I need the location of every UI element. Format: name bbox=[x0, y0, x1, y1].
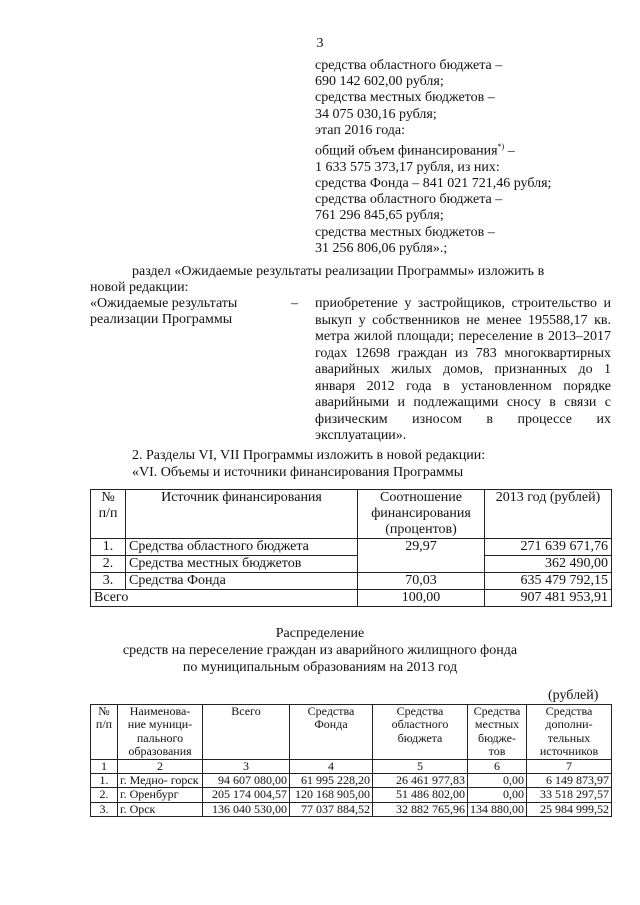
row-additional: 6 149 873,97 bbox=[527, 774, 612, 788]
column-number: 5 bbox=[373, 759, 468, 773]
financing-line: общий объем финансирования bbox=[315, 143, 498, 159]
column-number: 2 bbox=[118, 759, 203, 773]
results-text: приобретение у застройщиков, строительство и выкуп у собственников не менее 195588,17 кв. метра жилой площади; переселение в 2013–2017 годах 12698 граждан из 783 многоквартирных аварийных жилых домов, признанных до 1 января 2012 года в установленном порядке аварийными и подлежащими сносу в связи с физическим износом в процессе их эксплуатации». bbox=[315, 296, 611, 443]
row-municipality: г. Орск bbox=[118, 802, 203, 816]
sections-instruction: 2. Разделы VI, VII Программы изложить в новой редакции: bbox=[132, 448, 486, 463]
row-local: 0,00 bbox=[468, 774, 527, 788]
row-percent: 29,97 bbox=[358, 539, 485, 573]
column-number: 7 bbox=[527, 759, 612, 773]
row-fund: 120 168 905,00 bbox=[290, 788, 373, 802]
financing-line: средства областного бюджета – bbox=[315, 58, 503, 73]
row-local: 134 880,00 bbox=[468, 802, 527, 816]
results-dash: – bbox=[291, 296, 298, 311]
row-num: 1. bbox=[91, 539, 126, 556]
header-regional: Средства областного бюджета bbox=[373, 705, 468, 760]
row-additional: 25 984 999,52 bbox=[527, 802, 612, 816]
table-row bbox=[91, 556, 612, 573]
table-header-row bbox=[91, 490, 612, 539]
footnote-mark: *) bbox=[497, 142, 505, 152]
results-label bbox=[90, 296, 237, 328]
financing-line: средства местных бюджетов – bbox=[315, 90, 495, 106]
row-num: 2. bbox=[91, 788, 118, 802]
distribution-subtitle: по муниципальным образованиям на 2013 год bbox=[182, 660, 458, 675]
row-fund: 77 037 884,52 bbox=[290, 802, 373, 816]
results-label-line: «Ожидаемые результаты bbox=[90, 296, 238, 311]
row-municipality: г. Медно- горск bbox=[118, 774, 203, 788]
financing-line: 34 075 030,16 рубля; bbox=[315, 106, 437, 122]
section-vi-title: «VI. Объемы и источники финансирования Программы bbox=[132, 465, 464, 480]
row-regional: 51 486 802,00 bbox=[373, 788, 468, 802]
section-instruction: раздел «Ожидаемые результаты реализации Программы» изложить в bbox=[132, 264, 545, 279]
table-row bbox=[91, 802, 612, 816]
row-amount: 635 479 792,15 bbox=[485, 573, 612, 590]
row-source: Средства Фонда bbox=[126, 573, 358, 590]
financing-line: средства Фонда – 841 021 721,46 рубля; bbox=[315, 176, 552, 192]
row-num: 2. bbox=[91, 556, 126, 573]
table-row bbox=[91, 539, 612, 556]
row-num: 1. bbox=[91, 774, 118, 788]
row-regional: 26 461 977,83 bbox=[373, 774, 468, 788]
header-local: Средства местных бюдже- тов bbox=[468, 705, 527, 760]
row-amount: 362 490,00 bbox=[485, 556, 612, 573]
table-row bbox=[91, 573, 612, 590]
financing-line: средства областного бюджета – bbox=[315, 192, 503, 208]
row-local: 0,00 bbox=[468, 788, 527, 802]
header-amount: 2013 год (рублей) bbox=[485, 490, 612, 539]
header-num: № п/п bbox=[91, 705, 118, 760]
financing-line: средства местных бюджетов – bbox=[315, 224, 495, 240]
header-total: Всего bbox=[203, 705, 290, 760]
distribution-table bbox=[90, 704, 612, 817]
results-label-line: реализации Программы bbox=[90, 312, 233, 328]
section-instruction-cont: новой редакции: bbox=[90, 280, 189, 295]
distribution-subtitle: средств на переселение граждан из аварийного жилищного фонда bbox=[122, 643, 518, 658]
table-row bbox=[91, 774, 612, 788]
column-number: 1 bbox=[91, 759, 118, 773]
row-municipality: г. Оренбург bbox=[118, 788, 203, 802]
financing-line-footnoted bbox=[315, 139, 551, 160]
row-amount: 271 639 671,76 bbox=[485, 539, 612, 556]
row-total: 94 607 080,00 bbox=[203, 774, 290, 788]
financing-block bbox=[315, 58, 551, 257]
financing-line: 690 142 602,00 рубля; bbox=[315, 74, 444, 90]
financing-line: 31 256 806,06 рубля».; bbox=[315, 240, 448, 256]
total-amount: 907 481 953,91 bbox=[485, 590, 612, 607]
row-total: 205 174 004,57 bbox=[203, 788, 290, 802]
unit-label: (рублей) bbox=[548, 688, 599, 703]
header-num: № п/п bbox=[91, 490, 126, 539]
row-source: Средства областного бюджета bbox=[126, 539, 358, 556]
total-percent: 100,00 bbox=[358, 590, 485, 607]
column-number: 3 bbox=[203, 759, 290, 773]
header-additional: Средства дополни- тельных источников bbox=[527, 705, 612, 760]
table-total-row bbox=[91, 590, 612, 607]
header-fund: Средства Фонда bbox=[290, 705, 373, 760]
table-header-row bbox=[91, 705, 612, 760]
financing-line: 1 633 575 373,17 рубля, из них: bbox=[315, 159, 500, 175]
financing-table bbox=[90, 489, 612, 607]
row-fund: 61 995 228,20 bbox=[290, 774, 373, 788]
column-number: 4 bbox=[290, 759, 373, 773]
header-source: Источник финансирования bbox=[126, 490, 358, 539]
row-total: 136 040 530,00 bbox=[203, 802, 290, 816]
column-number: 6 bbox=[468, 759, 527, 773]
column-number-row bbox=[91, 759, 612, 773]
distribution-title: Распределение bbox=[275, 626, 365, 641]
page-number: 3 bbox=[316, 36, 324, 51]
row-regional: 32 882 765,96 bbox=[373, 802, 468, 816]
total-label: Всего bbox=[91, 590, 358, 607]
row-additional: 33 518 297,57 bbox=[527, 788, 612, 802]
row-num: 3. bbox=[91, 573, 126, 590]
footnote-tail: – bbox=[504, 143, 515, 159]
row-percent: 70,03 bbox=[358, 573, 485, 590]
header-percent: Соотношение финансирования (процентов) bbox=[358, 490, 485, 539]
row-source: Средства местных бюджетов bbox=[126, 556, 358, 573]
table-row bbox=[91, 788, 612, 802]
financing-line: 761 296 845,65 рубля; bbox=[315, 208, 444, 224]
row-num: 3. bbox=[91, 802, 118, 816]
financing-line: этап 2016 года: bbox=[315, 122, 406, 138]
header-municipality: Наименова- ние муници- пального образования bbox=[118, 705, 203, 760]
